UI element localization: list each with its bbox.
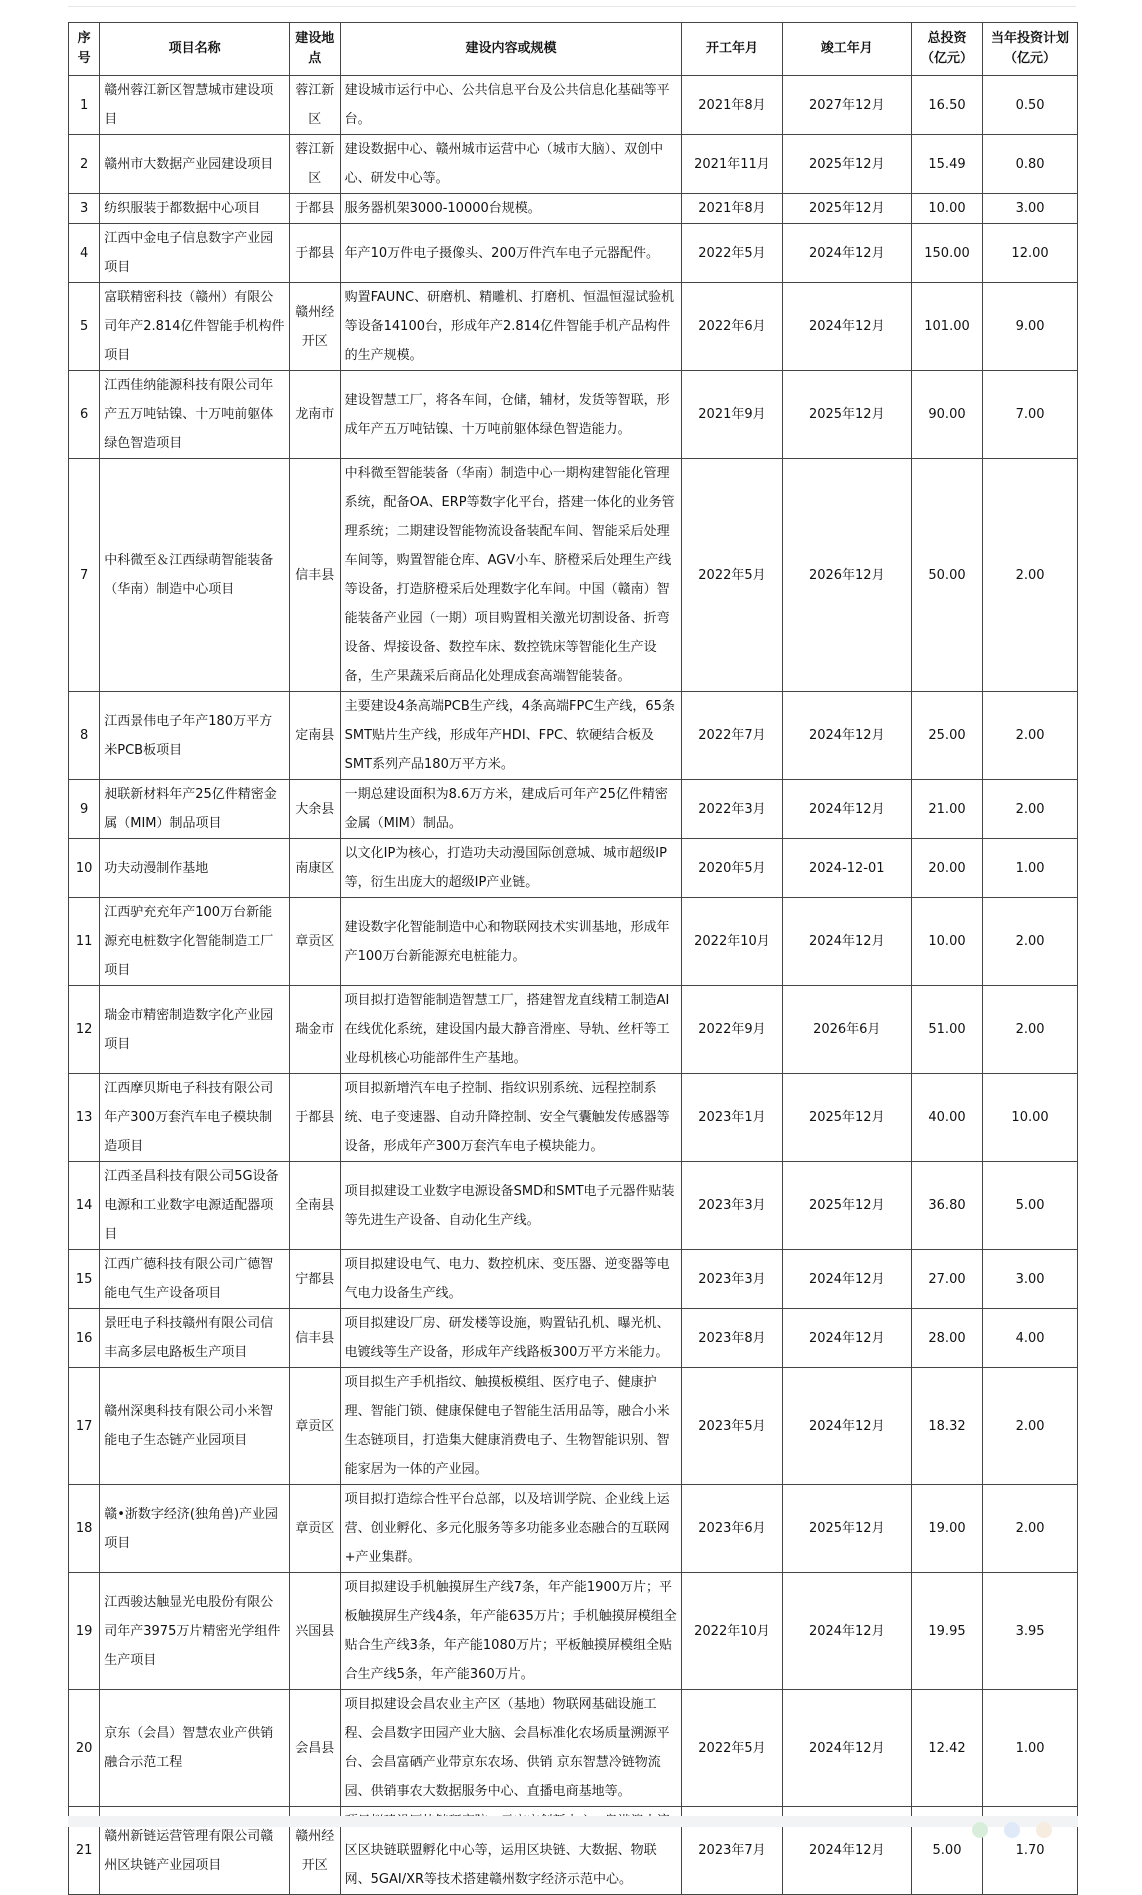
cell-total: 50.00 xyxy=(911,459,982,692)
cell-plan: 7.00 xyxy=(983,371,1078,459)
cell-name: 江西骏达触显光电股份有限公司年产3975万片精密光学组件生产项目 xyxy=(100,1573,290,1690)
table-row xyxy=(69,986,1078,1074)
table-row xyxy=(69,371,1078,459)
cell-total: 150.00 xyxy=(911,224,982,283)
cell-end: 2024年12月 xyxy=(782,1690,911,1807)
top-divider xyxy=(68,6,1076,7)
table-row xyxy=(69,1368,1078,1485)
cell-content: 建设数据中心、赣州城市运营中心（城市大脑）、双创中心、研发中心等。 xyxy=(340,135,682,194)
cell-content: 项目拟建设手机触摸屏生产线7条，年产能1900万片；平板触摸屏生产线4条，年产能635万片；手机触摸屏模组全贴合生产线3条，年产能1080万片；平板触摸屏模组全贴合生产线5条，年产能360万片。 xyxy=(340,1573,682,1690)
cell-name: 江西驴充充年产100万台新能源充电桩数字化智能制造工厂项目 xyxy=(100,898,290,986)
cell-no: 19 xyxy=(69,1573,100,1690)
table-row xyxy=(69,459,1078,692)
project-table xyxy=(68,22,1078,1895)
cell-end: 2026年6月 xyxy=(782,986,911,1074)
cell-name: 赣•浙数字经济(独角兽)产业园项目 xyxy=(100,1485,290,1573)
cell-content: 项目拟生产手机指纹、触摸板模组、医疗电子、健康护理、智能门锁、健康保健电子智能生活用品等，融合小米生态链项目，打造集大健康消费电子、生物智能识别、智能家居为一体的产业园。 xyxy=(340,1368,682,1485)
cell-plan: 3.00 xyxy=(983,194,1078,224)
cell-start: 2022年7月 xyxy=(682,692,782,780)
cell-content: 项目拟建设工业数字电源设备SMD和SMT电子元器件贴装等先进生产设备、自动化生产线。 xyxy=(340,1162,682,1250)
header-end: 竣工年月 xyxy=(782,23,911,76)
cell-total: 27.00 xyxy=(911,1250,982,1309)
header-no: 序号 xyxy=(69,23,100,76)
cell-location: 兴国县 xyxy=(289,1573,340,1690)
cell-no: 17 xyxy=(69,1368,100,1485)
cell-start: 2023年3月 xyxy=(682,1162,782,1250)
cell-plan: 5.00 xyxy=(983,1162,1078,1250)
cell-content: 区区块链联盟孵化中心等，运用区块链、大数据、物联网、5GAI/XR等技术搭建赣州数字经济示范中心。 xyxy=(340,1807,682,1895)
cell-plan: 2.00 xyxy=(983,898,1078,986)
cell-location: 赣州经开区 xyxy=(289,1807,340,1895)
header-content: 建设内容或规模 xyxy=(340,23,682,76)
cell-start: 2022年9月 xyxy=(682,986,782,1074)
cell-end: 2025年12月 xyxy=(782,1162,911,1250)
cell-no: 13 xyxy=(69,1074,100,1162)
cell-total: 15.49 xyxy=(911,135,982,194)
table-row xyxy=(69,1485,1078,1573)
cell-no: 21 xyxy=(69,1807,100,1895)
cell-content: 以文化IP为核心，打造功夫动漫国际创意城、城市超级IP等，衍生出庞大的超级IP产业链。 xyxy=(340,839,682,898)
table-row xyxy=(69,135,1078,194)
cell-location: 定南县 xyxy=(289,692,340,780)
cell-total: 28.00 xyxy=(911,1309,982,1368)
cell-start: 2020年5月 xyxy=(682,839,782,898)
cell-name: 江西广德科技有限公司广德智能电气生产设备项目 xyxy=(100,1250,290,1309)
cell-location: 宁都县 xyxy=(289,1250,340,1309)
cell-no: 6 xyxy=(69,371,100,459)
cell-total: 5.00 xyxy=(911,1807,982,1895)
cell-location: 信丰县 xyxy=(289,459,340,692)
cell-plan: 4.00 xyxy=(983,1309,1078,1368)
cell-name: 赣州蓉江新区智慧城市建设项目 xyxy=(100,76,290,135)
cell-start: 2022年10月 xyxy=(682,1573,782,1690)
cell-name: 景旺电子科技赣州有限公司信丰高多层电路板生产项目 xyxy=(100,1309,290,1368)
cell-plan: 10.00 xyxy=(983,1074,1078,1162)
cell-content: 主要建设4条高端PCB生产线，4条高端FPC生产线，65条SMT贴片生产线，形成年产HDI、FPC、软硬结合板及SMT系列产品180万平方米。 xyxy=(340,692,682,780)
cell-name: 赣州市大数据产业园建设项目 xyxy=(100,135,290,194)
cell-name: 江西景伟电子年产180万平方米PCB板项目 xyxy=(100,692,290,780)
cell-start: 2021年8月 xyxy=(682,76,782,135)
cell-name: 赣州深奥科技有限公司小米智能电子生态链产业园项目 xyxy=(100,1368,290,1485)
cell-name: 富联精密科技（赣州）有限公司年产2.814亿件智能手机构件项目 xyxy=(100,283,290,371)
cell-no: 5 xyxy=(69,283,100,371)
cell-end: 2025年12月 xyxy=(782,371,911,459)
table-row xyxy=(69,1690,1078,1807)
cell-location: 瑞金市 xyxy=(289,986,340,1074)
table-row xyxy=(69,224,1078,283)
cell-location: 章贡区 xyxy=(289,1485,340,1573)
cell-total: 90.00 xyxy=(911,371,982,459)
share-icon[interactable] xyxy=(972,1822,988,1838)
cell-total: 21.00 xyxy=(911,780,982,839)
table-row xyxy=(69,1309,1078,1368)
cell-end: 2024年12月 xyxy=(782,1309,911,1368)
cell-end: 2024年12月 xyxy=(782,692,911,780)
cell-content: 年产10万件电子摄像头、200万件汽车电子元器配件。 xyxy=(340,224,682,283)
cell-no: 10 xyxy=(69,839,100,898)
cell-plan: 0.50 xyxy=(983,76,1078,135)
cell-total: 12.42 xyxy=(911,1690,982,1807)
table-header-row xyxy=(69,23,1078,76)
cell-location: 于都县 xyxy=(289,224,340,283)
cell-location: 赣州经开区 xyxy=(289,283,340,371)
cell-end: 2026年12月 xyxy=(782,459,911,692)
cell-end: 2025年12月 xyxy=(782,194,911,224)
cell-content: 中科微至智能装备（华南）制造中心一期构建智能化管理系统，配备OA、ERP等数字化平台，搭建一体化的业务管理系统；二期建设智能物流设备装配车间、智能采后处理车间等，购置智能仓库、AGV小车、脐橙采后处理生产线等设备，打造脐橙采后处理数字化车间。中国（赣南）智能装备产业园（一期）项目购置相关激光切割设备、折弯设备、焊接设备、数控车床、数控铣床等智能化生产设备，生产果蔬采后商品化处理成套高端智能装备。 xyxy=(340,459,682,692)
cell-start: 2022年6月 xyxy=(682,283,782,371)
cell-no: 9 xyxy=(69,780,100,839)
cell-end: 2024-12-01 xyxy=(782,839,911,898)
cell-end: 2024年12月 xyxy=(782,224,911,283)
cell-content: 项目拟打造综合性平台总部，以及培训学院、企业线上运营、创业孵化、多元化服务等多功能多业态融合的互联网+产业集群。 xyxy=(340,1485,682,1573)
cell-total: 10.00 xyxy=(911,194,982,224)
cell-no: 2 xyxy=(69,135,100,194)
cell-total: 18.32 xyxy=(911,1368,982,1485)
share-icon[interactable] xyxy=(1036,1822,1052,1838)
cell-content: 项目拟建设电气、电力、数控机床、变压器、逆变器等电气电力设备生产线。 xyxy=(340,1250,682,1309)
cell-total: 40.00 xyxy=(911,1074,982,1162)
cell-start: 2023年5月 xyxy=(682,1368,782,1485)
cell-name: 江西佳纳能源科技有限公司年产五万吨钴镍、十万吨前躯体绿色智造项目 xyxy=(100,371,290,459)
header-start: 开工年月 xyxy=(682,23,782,76)
table-row xyxy=(69,780,1078,839)
cell-start: 2022年5月 xyxy=(682,224,782,283)
header-location: 建设地点 xyxy=(289,23,340,76)
header-total: 总投资（亿元） xyxy=(911,23,982,76)
table-row xyxy=(69,898,1078,986)
header-plan: 当年投资计划（亿元） xyxy=(983,23,1078,76)
cell-start: 2022年10月 xyxy=(682,898,782,986)
cell-plan: 1.00 xyxy=(983,839,1078,898)
cell-end: 2024年12月 xyxy=(782,898,911,986)
cell-end: 2025年12月 xyxy=(782,1485,911,1573)
table-row xyxy=(69,76,1078,135)
cell-plan: 12.00 xyxy=(983,224,1078,283)
cell-location: 大余县 xyxy=(289,780,340,839)
cell-plan: 3.95 xyxy=(983,1573,1078,1690)
cell-end: 2024年12月 xyxy=(782,1807,911,1895)
cell-plan: 2.00 xyxy=(983,459,1078,692)
cell-no: 14 xyxy=(69,1162,100,1250)
cell-no: 18 xyxy=(69,1485,100,1573)
cell-name: 瑞金市精密制造数字化产业园项目 xyxy=(100,986,290,1074)
cell-total: 19.00 xyxy=(911,1485,982,1573)
cell-start: 2023年8月 xyxy=(682,1309,782,1368)
cell-start: 2022年5月 xyxy=(682,1690,782,1807)
page-footer-bar xyxy=(68,1816,1078,1827)
cell-no: 16 xyxy=(69,1309,100,1368)
cell-start: 2021年8月 xyxy=(682,194,782,224)
cell-no: 1 xyxy=(69,76,100,135)
cell-content: 项目拟新增汽车电子控制、指纹识别系统、远程控制系统、电子变速器、自动升降控制、安全气囊触发传感器等设备，形成年产300万套汽车电子模块能力。 xyxy=(340,1074,682,1162)
cell-start: 2022年3月 xyxy=(682,780,782,839)
cell-location: 于都县 xyxy=(289,1074,340,1162)
table-row xyxy=(69,1573,1078,1690)
cell-start: 2021年9月 xyxy=(682,371,782,459)
cell-end: 2025年12月 xyxy=(782,135,911,194)
cell-name: 京东（会昌）智慧农业产供销融合示范工程 xyxy=(100,1690,290,1807)
cell-start: 2023年3月 xyxy=(682,1250,782,1309)
cell-total: 101.00 xyxy=(911,283,982,371)
cell-name: 昶联新材料年产25亿件精密金属（MIM）制品项目 xyxy=(100,780,290,839)
cell-plan: 2.00 xyxy=(983,780,1078,839)
table-row xyxy=(69,692,1078,780)
cell-start: 2021年11月 xyxy=(682,135,782,194)
cell-total: 19.95 xyxy=(911,1573,982,1690)
cell-no: 11 xyxy=(69,898,100,986)
cell-plan: 2.00 xyxy=(983,986,1078,1074)
cell-no: 12 xyxy=(69,986,100,1074)
cell-end: 2027年12月 xyxy=(782,76,911,135)
cell-no: 7 xyxy=(69,459,100,692)
cell-content: 建设数字化智能制造中心和物联网技术实训基地，形成年产100万台新能源充电桩能力。 xyxy=(340,898,682,986)
cell-plan: 9.00 xyxy=(983,283,1078,371)
cell-name: 江西圣昌科技有限公司5G设备电源和工业数字电源适配器项目 xyxy=(100,1162,290,1250)
cell-no: 15 xyxy=(69,1250,100,1309)
cell-end: 2024年12月 xyxy=(782,780,911,839)
cell-content: 一期总建设面积为8.6万方米，建成后可年产25亿件精密金属（MIM）制品。 xyxy=(340,780,682,839)
cell-location: 蓉江新区 xyxy=(289,76,340,135)
cell-no: 3 xyxy=(69,194,100,224)
table-row xyxy=(69,839,1078,898)
cell-plan: 1.00 xyxy=(983,1690,1078,1807)
table-row xyxy=(69,1250,1078,1309)
cell-content: 项目拟建设厂房、研发楼等设施，购置钻孔机、曝光机、电镀线等生产设备，形成年产线路板300万平方米能力。 xyxy=(340,1309,682,1368)
table-row xyxy=(69,283,1078,371)
cell-location: 全南县 xyxy=(289,1162,340,1250)
cell-location: 南康区 xyxy=(289,839,340,898)
cell-end: 2024年12月 xyxy=(782,283,911,371)
cell-total: 20.00 xyxy=(911,839,982,898)
header-name: 项目名称 xyxy=(100,23,290,76)
cell-start: 2023年7月 xyxy=(682,1807,782,1895)
cell-plan: 2.00 xyxy=(983,1485,1078,1573)
cell-name: 中科微至＆江西绿萌智能装备（华南）制造中心项目 xyxy=(100,459,290,692)
cell-name: 赣州新链运营管理有限公司赣州区块链产业园项目 xyxy=(100,1807,290,1895)
cell-start: 2022年5月 xyxy=(682,459,782,692)
cell-no: 4 xyxy=(69,224,100,283)
cell-plan: 1.70 xyxy=(983,1807,1078,1895)
cell-end: 2024年12月 xyxy=(782,1368,911,1485)
cell-content: 建设城市运行中心、公共信息平台及公共信息化基础等平台。 xyxy=(340,76,682,135)
cell-plan: 3.00 xyxy=(983,1250,1078,1309)
cell-total: 25.00 xyxy=(911,692,982,780)
cell-no: 8 xyxy=(69,692,100,780)
cell-total: 51.00 xyxy=(911,986,982,1074)
cell-content: 服务器机架3000-10000台规模。 xyxy=(340,194,682,224)
cell-location: 章贡区 xyxy=(289,1368,340,1485)
cell-end: 2025年12月 xyxy=(782,1074,911,1162)
cell-name: 江西中金电子信息数字产业园项目 xyxy=(100,224,290,283)
cell-location: 信丰县 xyxy=(289,1309,340,1368)
cell-location: 会昌县 xyxy=(289,1690,340,1807)
cell-no: 20 xyxy=(69,1690,100,1807)
cell-location: 龙南市 xyxy=(289,371,340,459)
cell-name: 功夫动漫制作基地 xyxy=(100,839,290,898)
cell-total: 16.50 xyxy=(911,76,982,135)
cell-location: 蓉江新区 xyxy=(289,135,340,194)
cell-start: 2023年1月 xyxy=(682,1074,782,1162)
cell-location: 章贡区 xyxy=(289,898,340,986)
cell-start: 2023年6月 xyxy=(682,1485,782,1573)
cell-total: 10.00 xyxy=(911,898,982,986)
cell-location: 于都县 xyxy=(289,194,340,224)
cell-content: 项目拟打造智能制造智慧工厂，搭建智龙直线精工制造AI在线优化系统，建设国内最大静音滑座、导轨、丝杆等工业母机核心功能部件生产基地。 xyxy=(340,986,682,1074)
cell-end: 2024年12月 xyxy=(782,1250,911,1309)
share-icon[interactable] xyxy=(1004,1822,1020,1838)
table-row xyxy=(69,194,1078,224)
cell-plan: 0.80 xyxy=(983,135,1078,194)
cell-name: 江西摩贝斯电子科技有限公司年产300万套汽车电子模块制造项目 xyxy=(100,1074,290,1162)
table-row xyxy=(69,1162,1078,1250)
cell-plan: 2.00 xyxy=(983,692,1078,780)
cell-content: 建设智慧工厂，将各车间，仓储，辅材，发货等智联，形成年产五万吨钴镍、十万吨前躯体绿色智造能力。 xyxy=(340,371,682,459)
table-row xyxy=(69,1074,1078,1162)
cell-content: 购置FAUNC、研磨机、精雕机、打磨机、恒温恒湿试验机等设备14100台，形成年产2.814亿件智能手机产品构件的生产规模。 xyxy=(340,283,682,371)
cell-name: 纺织服装于都数据中心项目 xyxy=(100,194,290,224)
cell-total: 36.80 xyxy=(911,1162,982,1250)
cell-content: 项目拟建设会昌农业主产区（基地）物联网基础设施工程、会昌数字田园产业大脑、会昌标准化农场质量溯源平台、会昌富硒产业带京东农场、供销 京东智慧冷链物流园、供销事农大数据服务中心、直播电商基地等。 xyxy=(340,1690,682,1807)
cell-plan: 2.00 xyxy=(983,1368,1078,1485)
cell-end: 2024年12月 xyxy=(782,1573,911,1690)
